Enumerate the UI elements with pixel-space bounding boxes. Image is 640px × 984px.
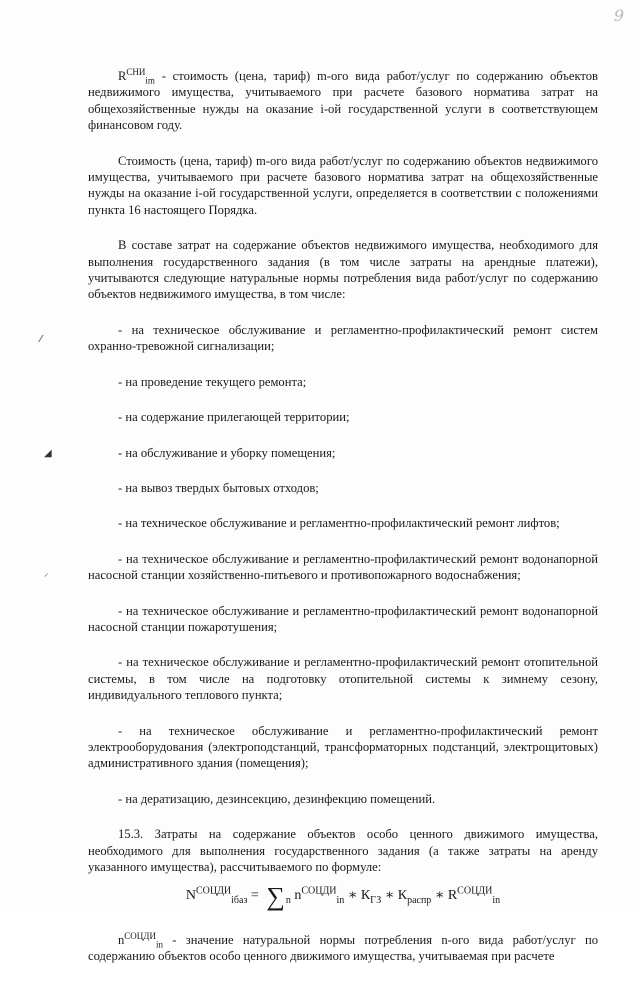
- formula-term-kgz: $К_{ГЗ}$: [360, 888, 382, 907]
- formula-equals: =: [250, 888, 259, 904]
- list-item: - на техническое обслуживание и регламентно-профилактический ремонт отопительной системы, в том числе на подготовку отопительной системы к зимнему сезону, индивидуального теплового пункта;: [88, 655, 598, 703]
- formula-term-kraspr: $К_{распр}$: [397, 888, 432, 907]
- page-number: 9: [613, 6, 624, 25]
- sum-index: n: [285, 895, 291, 907]
- symbol-r-sni-im: $R^{СНИ}_{im}$: [118, 66, 155, 86]
- list-item: - на содержание прилегающей территории;: [118, 410, 350, 425]
- list-item: - на техническое обслуживание и регламентно-профилактический ремонт водонапорной насосной станции хозяйственно-питьевого и противопожарного водоснабжения;: [88, 551, 598, 583]
- paragraph-natural-norms-intro: В составе затрат на содержание объектов недвижимого имущества, необходимого для выполнения государственного задания (в том числе затраты на арендные платежи), учитываются следующие натуральные нормы потребления вида работ/услуг по содержанию объектов недвижимого имущества, в том числе:: [88, 238, 598, 302]
- formula-term-r: $R^{СОЦДИ}_{in}$: [447, 885, 501, 907]
- formula-multiply: ∗: [384, 888, 395, 904]
- list-item: - на обслуживание и уборку помещения;: [118, 445, 336, 460]
- paragraph-section-15-3: 15.3. Затраты на содержание объектов особо ценного движимого имущества, необходимого для выполнения государственного задания (а также затраты на аренду указанного имущества), рассчитываемого по формуле:: [88, 827, 598, 874]
- formula: [88, 882, 598, 912]
- paragraph-symbol-definition: $R^{СНИ}_{im}$ - стоимость (цена, тариф) m-ого вида работ/услуг по содержанию объектов недвижимого имущества, учитываемого при расчете базового норматива затрат на общехозяйственные нужды на оказание i-ой государственной услуги в соответствующем финансовом году.: [88, 66, 598, 133]
- list-item: - на техническое обслуживание и регламентно-профилактический ремонт систем охранно-тревожной сигнализации;: [88, 322, 598, 354]
- scan-mark: ⁄: [40, 334, 42, 345]
- formula-multiply: ∗: [434, 888, 445, 904]
- scan-mark: ◢: [44, 448, 52, 459]
- list-item: - на техническое обслуживание и регламентно-профилактический ремонт электрооборудования (электроподстанций, трансформаторных подстанций, электрощитовых) административного здания (помещения);: [88, 723, 598, 771]
- formula-term-n: $n^{СОЦДИ}_{in}$: [294, 885, 345, 907]
- list-item: - на проведение текущего ремонта;: [118, 374, 307, 389]
- list-item: - на дератизацию, дезинсекцию, дезинфекцию помещений.: [118, 791, 436, 806]
- scan-mark: ⸝: [44, 569, 49, 579]
- formula-lhs: $N^{СОЦДИ}_{iбаз}$: [185, 885, 248, 907]
- list-item: - на техническое обслуживание и регламентно-профилактический ремонт лифтов;: [118, 516, 560, 531]
- document-body: [88, 68, 598, 984]
- formula-multiply: ∗: [347, 888, 358, 904]
- paragraph-n-definition: $n^{СОЦДИ}_{in}$ - значение натуральной нормы потребления n-ого вида работ/услуг по содержанию объектов особо ценного движимого имущества, учитываемая при расчете: [88, 930, 598, 964]
- sum-symbol: ∑: [266, 882, 285, 912]
- symbol-n-socdi-in: $n^{СОЦДИ}_{in}$: [118, 930, 163, 950]
- list-item: - на вывоз твердых бытовых отходов;: [118, 480, 319, 495]
- list-item: - на техническое обслуживание и регламентно-профилактический ремонт водонапорной насосной станции пожаротушения;: [88, 603, 598, 634]
- paragraph-cost-determination: Стоимость (цена, тариф) m-ого вида работ/услуг по содержанию объектов недвижимого имущества, учитываемого при расчете базового норматива затрат на общехозяйственные нужды на оказание i-ой государственной услуги, определяется в соответствии с положениями пункта 16 настоящего Порядка.: [88, 153, 598, 217]
